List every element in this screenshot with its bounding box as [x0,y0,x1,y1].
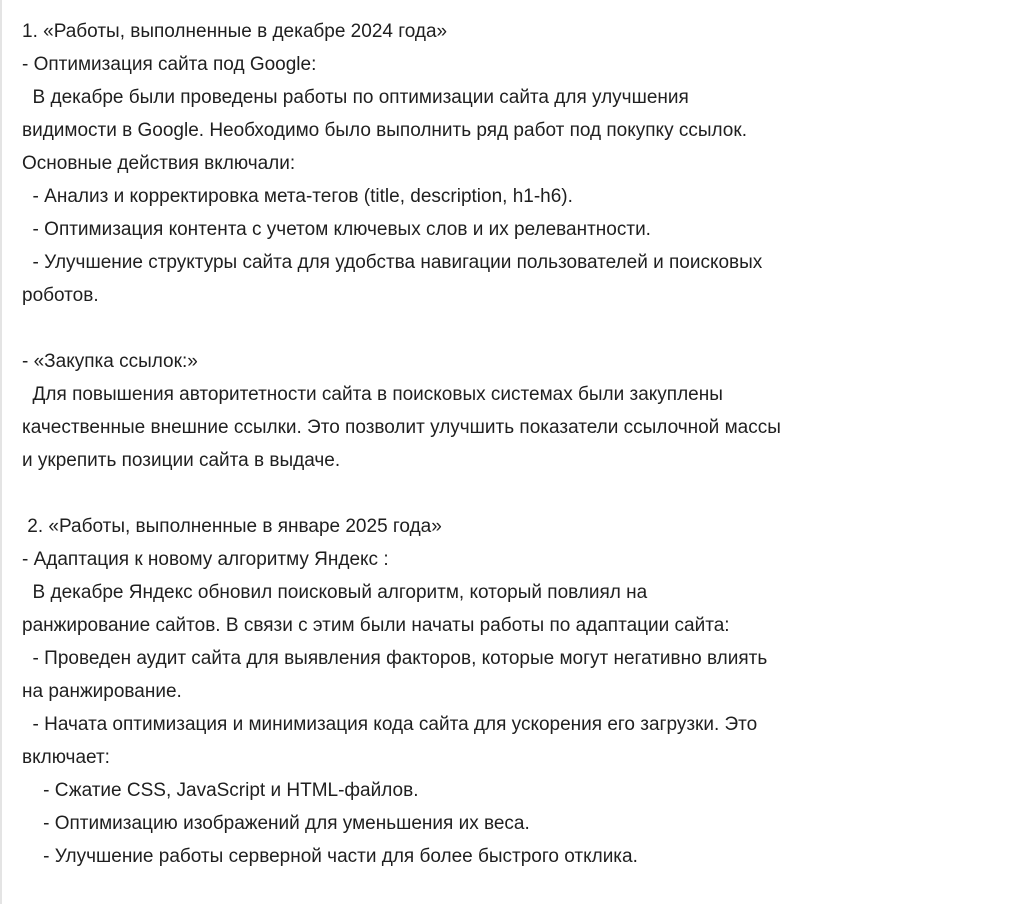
paragraph-line: ранжирование сайтов. В связи с этим были начаты работы по адаптации сайта: [22,615,730,636]
list-item-continuation: включает: [22,747,110,768]
list-item: - Оптимизация контента с учетом ключевых слов и их релевантности. [22,219,651,240]
blank-line [22,312,1002,345]
sub-list-item: - Сжатие CSS, JavaScript и HTML-файлов. [22,780,419,801]
paragraph-line: Для повышения авторитетности сайта в поисковых системах были закуплены [22,384,723,405]
paragraph-line: видимости в Google. Необходимо было выполнить ряд работ под покупку ссылок. [22,120,747,141]
paragraph-line: и укрепить позиции сайта в выдаче. [22,450,341,471]
list-item: - Анализ и корректировка мета-тегов (title, description, h1-h6). [22,186,573,207]
subheading-link-purchase: - «Закупка ссылок:» [22,351,198,372]
subheading-yandex-adaptation: - Адаптация к новому алгоритму Яндекс : [22,549,389,570]
list-item: - Проведен аудит сайта для выявления факторов, которые могут негативно влиять [22,648,768,669]
section-heading-january: 2. «Работы, выполненные в январе 2025 года» [22,516,442,537]
list-item-continuation: роботов. [22,285,99,306]
paragraph-line: качественные внешние ссылки. Это позволит улучшить показатели ссылочной массы [22,417,781,438]
list-item-continuation: на ранжирование. [22,681,182,702]
paragraph-line: Основные действия включали: [22,153,296,174]
subheading-google-optimization: - Оптимизация сайта под Google: [22,54,317,75]
list-item: - Начата оптимизация и минимизация кода сайта для ускорения его загрузки. Это [22,714,758,735]
paragraph-line: В декабре Яндекс обновил поисковый алгоритм, который повлиял на [22,582,648,603]
section-heading-december: 1. «Работы, выполненные в декабре 2024 года» [22,21,448,42]
sub-list-item: - Оптимизацию изображений для уменьшения их веса. [22,813,530,834]
blank-line [22,477,1002,510]
paragraph-line: В декабре были проведены работы по оптимизации сайта для улучшения [22,87,689,108]
list-item: - Улучшение структуры сайта для удобства навигации пользователей и поисковых [22,252,763,273]
document-text [22,15,1002,873]
sub-list-item: - Улучшение работы серверной части для более быстрого отклика. [22,846,638,867]
